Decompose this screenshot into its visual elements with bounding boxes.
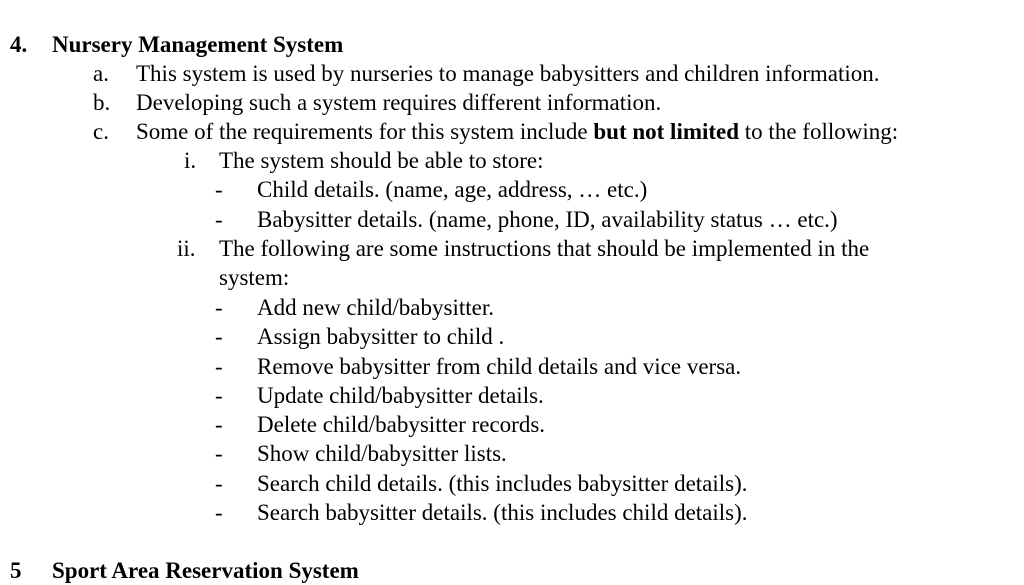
bullet-update: Update child/babysitter details. bbox=[257, 383, 544, 408]
item-b-marker: b. bbox=[93, 90, 111, 115]
bullet-child-details: Child details. (name, age, address, … etc.) bbox=[257, 177, 648, 202]
bullet-show: Show child/babysitter lists. bbox=[257, 441, 507, 466]
bullet-dash: - bbox=[215, 177, 223, 202]
bullet-dash: - bbox=[215, 354, 223, 379]
item-a-marker: a. bbox=[93, 61, 109, 86]
bullet-dash: - bbox=[215, 207, 223, 232]
bullet-search-child: Search child details. (this includes babysitter details). bbox=[257, 471, 748, 496]
item-c-text-after: to the following: bbox=[739, 119, 899, 144]
item-c-marker: c. bbox=[93, 119, 109, 144]
bullet-dash: - bbox=[215, 500, 223, 525]
subitem-ii-text-line2: system: bbox=[219, 265, 290, 290]
item-c-text bbox=[136, 117, 898, 146]
bullet-dash: - bbox=[215, 471, 223, 496]
section-4-number: 4. bbox=[10, 32, 28, 57]
subitem-i-marker: i. bbox=[184, 148, 197, 173]
bullet-babysitter-details: Babysitter details. (name, phone, ID, availability status … etc.) bbox=[257, 207, 838, 232]
item-c-text-bold: but not limited bbox=[593, 119, 740, 144]
section-5-number: 5 bbox=[10, 558, 22, 583]
bullet-remove: Remove babysitter from child details and vice versa. bbox=[257, 354, 742, 379]
bullet-dash: - bbox=[215, 295, 223, 320]
bullet-dash: - bbox=[215, 412, 223, 437]
subitem-i-text: The system should be able to store: bbox=[219, 148, 544, 173]
section-4-title: Nursery Management System bbox=[52, 32, 344, 57]
item-c-text-before: Some of the requirements for this system include bbox=[136, 119, 594, 144]
bullet-search-babysitter: Search babysitter details. (this includes child details). bbox=[257, 500, 748, 525]
bullet-dash: - bbox=[215, 383, 223, 408]
bullet-delete: Delete child/babysitter records. bbox=[257, 412, 546, 437]
bullet-add: Add new child/babysitter. bbox=[257, 295, 494, 320]
subitem-ii-marker: ii. bbox=[177, 236, 196, 261]
section-5-title: Sport Area Reservation System bbox=[52, 558, 359, 583]
item-b-text: Developing such a system requires different information. bbox=[136, 90, 662, 115]
bullet-assign: Assign babysitter to child . bbox=[257, 324, 505, 349]
subitem-ii-text-line1: The following are some instructions that should be implemented in the bbox=[219, 236, 870, 261]
item-a-text: This system is used by nurseries to manage babysitters and children information. bbox=[136, 61, 880, 86]
bullet-dash: - bbox=[215, 324, 223, 349]
bullet-dash: - bbox=[215, 441, 223, 466]
